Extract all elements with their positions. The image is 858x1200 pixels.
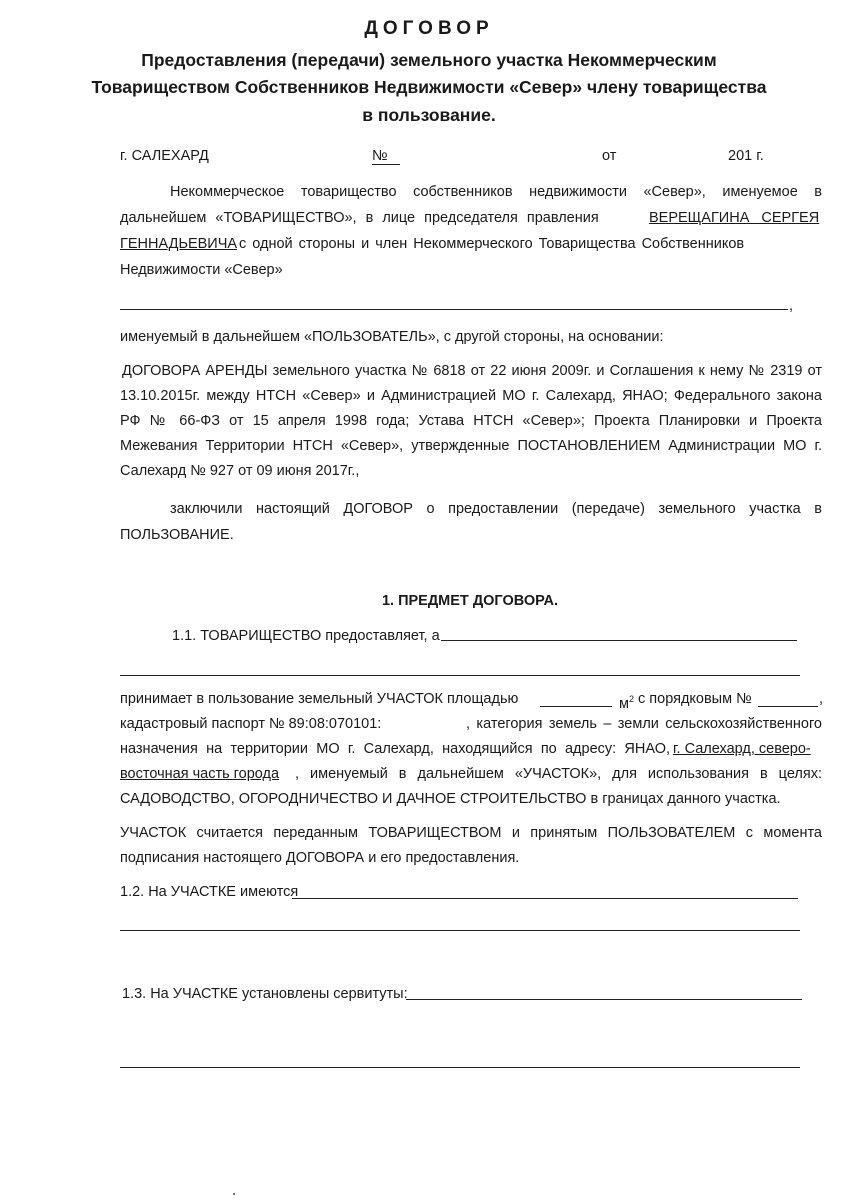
document-subtitle-line-1: Предоставления (передачи) земельного участка Некоммерческим — [141, 50, 717, 70]
address-text: назначения на территории МО г. Салехард, находящийся по адресу: ЯНАО, — [120, 741, 670, 757]
clause-1-3-blank-line-2 — [120, 1067, 800, 1068]
contract-number-underline — [372, 164, 400, 165]
year-label: 201 г. — [728, 148, 764, 164]
member-name-blank-comma: , — [789, 298, 794, 314]
preamble-line-4: Недвижимости «Север» — [120, 262, 283, 278]
land-category-text: , категория земель – земли сельскохозяйственного — [466, 716, 822, 732]
clause-1-3-blank-line-1 — [406, 999, 802, 1000]
preamble-line-1: Некоммерческое товарищество собственников недвижимости «Север», именуемое в — [170, 184, 822, 200]
plot-number-comma: , — [819, 691, 824, 707]
basis-line-4: Межевания Территории НТСН «Север», утвержденные ПОСТАНОВЛЕНИЕМ Администрации МО г. — [120, 438, 822, 454]
clause-1-1-blank-line-1 — [441, 640, 797, 641]
section-1-heading: 1. ПРЕДМЕТ ДОГОВОРА. — [381, 593, 559, 609]
city: г. САЛЕХАРД — [120, 148, 209, 164]
clause-1-2-blank-line-2 — [120, 930, 800, 931]
document-title: ДОГОВОР — [364, 18, 494, 39]
clause-1-1-blank-line-2 — [120, 675, 800, 676]
document-subtitle-line-2: Товариществом Собственников Недвижимости «Север» члену товарищества — [91, 77, 767, 97]
transfer-line-1: УЧАСТОК считается переданным ТОВАРИЩЕСТВОМ и принятым ПОЛЬЗОВАТЕЛЕМ с момента — [120, 825, 822, 841]
basis-line-1: ДОГОВОРА АРЕНДЫ земельного участка № 6818 от 22 июня 2009г. и Соглашения к нему № 2319 от — [122, 363, 822, 379]
document-subtitle-line-3: в пользование. — [362, 105, 496, 125]
address-underlined-1: г. Салехард, северо- — [673, 741, 811, 757]
clause-1-1-text: 1.1. ТОВАРИЩЕСТВО предоставляет, а — [172, 628, 440, 644]
date-from-label: от — [602, 148, 617, 164]
contract-number-label: № — [372, 148, 388, 164]
address-continuation: , именуемый в дальнейшем «УЧАСТОК», для использования в целях: — [295, 766, 822, 782]
chairman-name-part-1: ВЕРЕЩАГИНА СЕРГЕЯ — [649, 210, 820, 226]
land-use-purpose: САДОВОДСТВО, ОГОРОДНИЧЕСТВО И ДАЧНОЕ СТРОИТЕЛЬСТВО в границах данного участка. — [120, 791, 781, 807]
chairman-name-part-2: ГЕННАДЬЕВИЧА — [120, 236, 238, 252]
preamble-line-2-text: дальнейшем «ТОВАРИЩЕСТВО», в лице председателя правления — [120, 210, 599, 226]
clause-1-3-text: 1.3. На УЧАСТКЕ установлены сервитуты: — [122, 986, 408, 1002]
address-underlined-2: восточная часть города — [120, 766, 280, 782]
scan-speck — [233, 1193, 235, 1195]
plot-number-blank — [758, 706, 818, 707]
clause-1-2-text: 1.2. На УЧАСТКЕ имеются — [120, 884, 299, 900]
area-unit — [619, 689, 634, 714]
transfer-line-2: подписания настоящего ДОГОВОРА и его предоставления. — [120, 850, 520, 866]
plot-number-label: с порядковым № — [638, 691, 752, 707]
basis-line-5: Салехард № 927 от 09 июня 2017г., — [120, 463, 360, 479]
preamble-line-3: с одной стороны и член Некоммерческого Товарищества Собственников — [239, 236, 745, 252]
area-unit-superscript: 2 — [628, 694, 634, 704]
basis-line-3: РФ № 66-ФЗ от 15 апреля 1998 года; Устава НТСН «Север»; Проекта Планировки и Проекта — [120, 413, 822, 429]
preamble-line-2 — [120, 208, 599, 228]
area-blank — [540, 706, 612, 707]
concluded-line-2: ПОЛЬЗОВАНИЕ. — [120, 527, 234, 543]
cadastral-passport-label: кадастровый паспорт № 89:08:070101: — [120, 716, 382, 732]
concluded-line-1: заключили настоящий ДОГОВОР о предоставлении (передаче) земельного участка в — [170, 501, 822, 517]
preamble-line-6: именуемый в дальнейшем «ПОЛЬЗОВАТЕЛЬ», с другой стороны, на основании: — [120, 329, 664, 345]
clause-1-2-blank-line-1 — [292, 898, 798, 899]
area-unit-letter: м — [619, 695, 629, 712]
basis-line-2: 13.10.2015г. между НТСН «Север» и Администрацией МО г. Салехард, ЯНАО; Федерального закона — [120, 388, 822, 404]
member-name-blank-line — [120, 309, 788, 310]
area-text: принимает в пользование земельный УЧАСТОК площадью — [120, 691, 519, 707]
